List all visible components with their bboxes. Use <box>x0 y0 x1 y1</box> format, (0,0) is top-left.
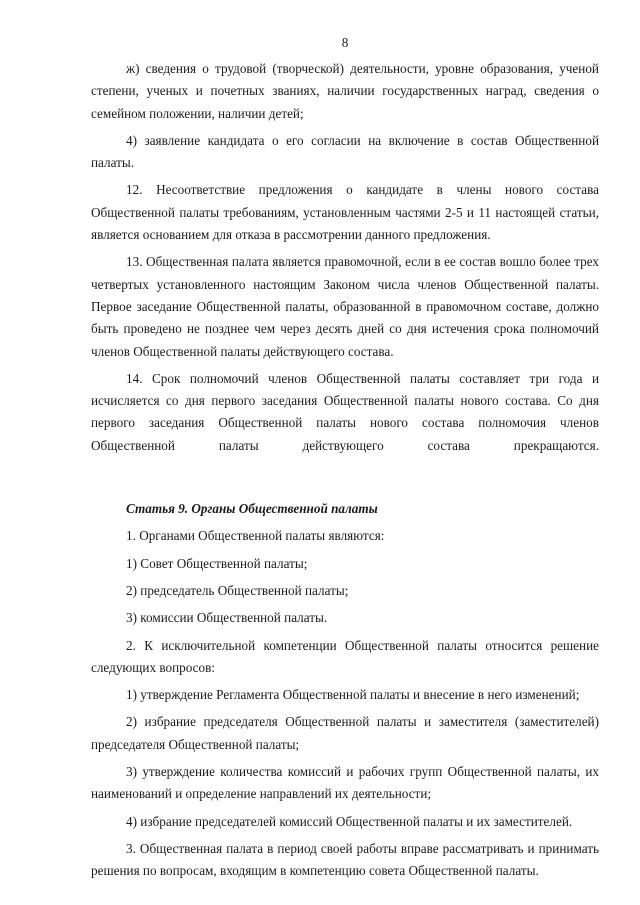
paragraph-14: 14. Срок полномочий членов Общественной палаты составляет три года и исчисляется со дня первого заседания Общественной палаты нового состава. Со дня первого заседания Общественной палаты нового состава полномочия членов Общественной палаты действующего состава прекращаются. <box>91 370 599 453</box>
article-9-item: 3. Общественная палата в период своей работы вправе рассматривать и принимать решения по вопросам, входящим в компетенцию совета Общественной палаты. <box>91 840 599 879</box>
article-9-item: 1. Органами Общественной палаты являются: <box>126 528 385 544</box>
article-9-item: 3) комиссии Общественной палаты. <box>126 610 328 626</box>
paragraph-12: 12. Несоответствие предложения о кандидате в члены нового состава Общественной палаты требованиям, установленным частями 2-5 и 11 настоящей статьи, является основанием для отказа в рассмотрении данного предложения. <box>91 182 599 243</box>
page-number: 8 <box>341 35 349 50</box>
article-9-item: 3) утверждение количества комиссий и рабочих групп Общественной палаты, их наименований и определение направлений их деятельности; <box>91 764 599 802</box>
paragraph-education-info: ж) сведения о трудовой (творческой) деятельности, уровне образования, ученой степени, ученых и почетных званиях, наличии государственных наград, сведения о семейном положении, наличии детей; <box>91 61 599 121</box>
article-9-item: 1) утверждение Регламента Общественной палаты и внесение в него изменений; <box>126 687 580 703</box>
article-9-item: 2) председатель Общественной палаты; <box>126 582 349 598</box>
paragraph-candidate-consent: 4) заявление кандидата о его согласии на включение в состав Общественной палаты. <box>91 132 599 171</box>
article-9-item: 2) избрание председателя Общественной палаты и заместителя (заместителей) председателя Общественной палаты; <box>91 714 599 752</box>
article-9-heading: Статья 9. Органы Общественной палаты <box>126 501 378 517</box>
paragraph-13: 13. Общественная палата является правомочной, если в ее состав вошло более трех четвертых установленного настоящим Законом числа членов Общественной палаты. Первое заседание Общественной палаты, образованной в правомочном составе, должно быть проведено не позднее чем через десять дней со дня истечения срока полномочий членов Общественной палаты действующего состава. <box>91 254 599 359</box>
article-9-item: 2. К исключительной компетенции Общественной палаты относится решение следующих вопросов: <box>91 637 599 675</box>
article-9-item: 4) избрание председателей комиссий Общественной палаты и их заместителей. <box>126 813 573 829</box>
article-9-item: 1) Совет Общественной палаты; <box>126 555 308 571</box>
